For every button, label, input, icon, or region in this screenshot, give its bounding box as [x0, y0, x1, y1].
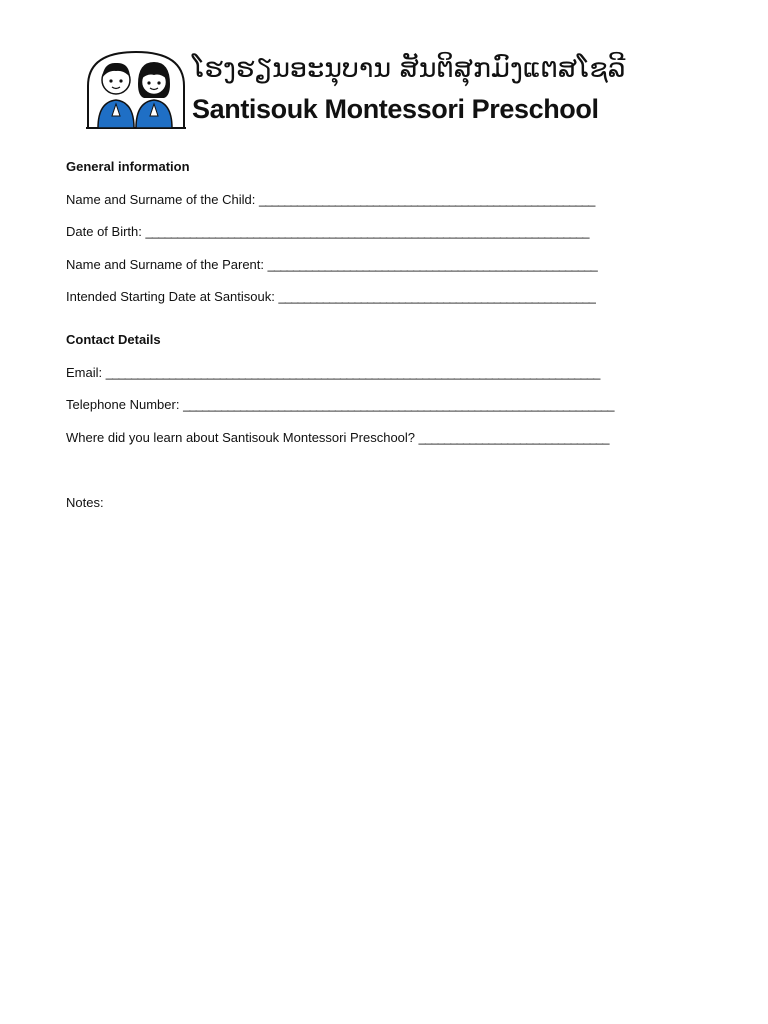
school-name-lao: ໂຮງຮຽນອະນຸບານ ສັນຕິສຸກມົງແຕສໂຊລີ — [192, 53, 626, 84]
child-name-label: Name and Surname of the Child: — [66, 192, 256, 207]
date-of-birth-blank[interactable]: ______________________________________________________________________ — [145, 224, 589, 239]
document-header — [84, 50, 674, 132]
start-date-field[interactable] — [66, 288, 595, 306]
date-of-birth-label: Date of Birth: — [66, 224, 142, 239]
parent-name-field[interactable] — [66, 256, 597, 274]
email-label: Email: — [66, 365, 103, 380]
referral-source-field[interactable] — [66, 429, 609, 447]
email-field[interactable] — [66, 364, 600, 382]
parent-name-blank[interactable]: ____________________________________________________ — [267, 257, 597, 272]
child-name-field[interactable] — [66, 191, 594, 209]
notes-label: Notes: — [66, 495, 104, 510]
parent-name-label: Name and Surname of the Parent: — [66, 257, 265, 272]
referral-source-blank[interactable]: ______________________________ — [418, 430, 609, 445]
school-logo — [84, 50, 188, 130]
start-date-blank[interactable]: __________________________________________________ — [278, 289, 595, 304]
telephone-field[interactable] — [66, 396, 614, 414]
telephone-label: Telephone Number: — [66, 397, 180, 412]
general-information-heading: General information — [66, 159, 190, 174]
contact-details-heading: Contact Details — [66, 332, 161, 347]
child-name-blank[interactable]: _____________________________________________________ — [258, 192, 595, 207]
email-blank[interactable]: ______________________________________________________________________________ — [105, 365, 600, 380]
school-name: Santisouk Montessori Preschool — [192, 94, 599, 124]
date-of-birth-field[interactable] — [66, 223, 589, 241]
start-date-label: Intended Starting Date at Santisouk: — [66, 289, 275, 304]
telephone-blank[interactable]: ____________________________________________________________________ — [183, 397, 614, 412]
referral-source-label: Where did you learn about Santisouk Montessori Preschool? — [66, 430, 416, 445]
